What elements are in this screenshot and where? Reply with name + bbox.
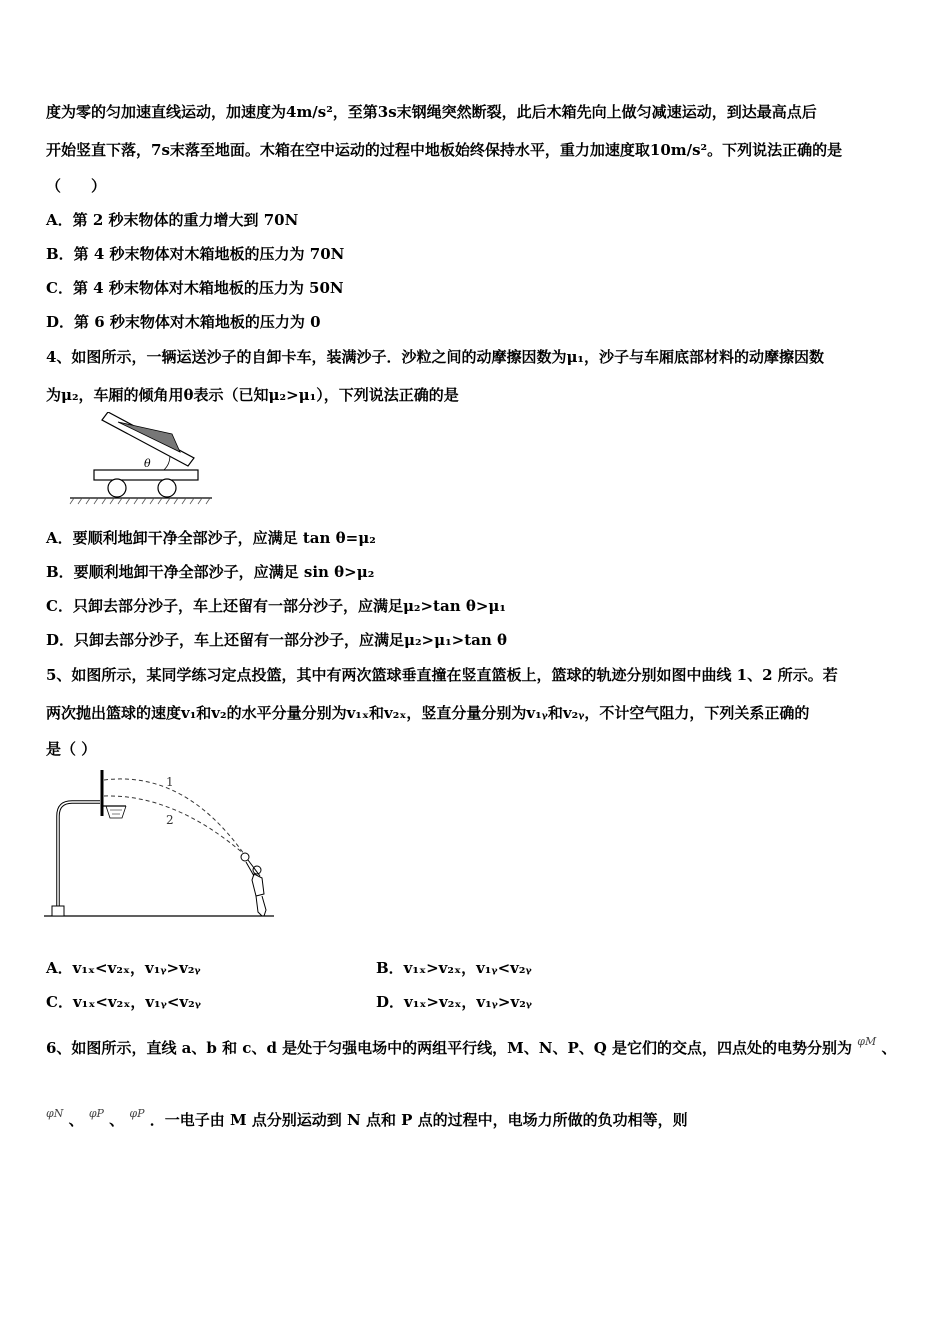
q5-option-b: B．v₁ₓ>v₂ₓ，v₁ᵧ<v₂ᵧ (376, 959, 532, 977)
phi-p-symbol: φP (88, 1107, 104, 1120)
q6-text-line-1 (46, 1035, 897, 1060)
curve-1-label: 1 (166, 775, 174, 789)
pole-base (52, 906, 64, 916)
theta-label: θ (144, 457, 151, 470)
curve-2-label: 2 (166, 813, 174, 827)
truck-wheel-front (158, 479, 176, 497)
q3-option-a: A．第 2 秒末物体的重力增大到 70N (46, 211, 299, 229)
phi-p-symbol-2: φP (129, 1107, 145, 1120)
q3-text-line-2: 开始竖直下落，7s末落至地面。木箱在空中运动的过程中地板始终保持水平，重力加速度取10m/s²。下列说法正确的是 (46, 141, 843, 159)
q5-text-line-1: 5、如图所示，某同学练习定点投篮，其中有两次篮球垂直撞在竖直篮板上，篮球的轨迹分别如图中曲线 1、2 所示。若 (46, 666, 838, 684)
player-figure (241, 853, 266, 916)
q5-option-a: A．v₁ₓ<v₂ₓ，v₁ᵧ>v₂ᵧ (46, 959, 201, 977)
net (106, 806, 126, 818)
phi-m-symbol: φM (857, 1035, 877, 1048)
dump-truck-figure (68, 412, 218, 506)
q6-text-line-2 (46, 1107, 688, 1132)
q6-text: 6、如图所示，直线 a、b 和 c、d 是处于匀强电场中的两组平行线，M、N、P、Q 是它们的交点，四点处的电势分别为 (46, 1039, 853, 1057)
q6-separator: 、 (68, 1111, 84, 1129)
q4-option-c: C．只卸去部分沙子，车上还留有一部分沙子，应满足μ₂>tan θ>μ₁ (46, 597, 506, 615)
q6-separator: 、 (881, 1039, 897, 1057)
sand-pile (118, 422, 180, 452)
q3-option-d: D．第 6 秒末物体对木箱地板的压力为 0 (46, 313, 321, 331)
q4-option-d: D．只卸去部分沙子，车上还留有一部分沙子，应满足μ₂>μ₁>tan θ (46, 631, 508, 649)
truck-chassis (94, 470, 198, 480)
q5-option-c: C．v₁ₓ<v₂ₓ，v₁ᵧ<v₂ᵧ (46, 993, 201, 1011)
q4-text-line-1: 4、如图所示，一辆运送沙子的自卸卡车，装满沙子．沙粒之间的动摩擦因数为μ₁，沙子与车厢底部材料的动摩擦因数 (46, 348, 824, 366)
q6-separator: 、 (109, 1111, 125, 1129)
ground-hatching (70, 498, 210, 504)
q6-text-rest: ．一电子由 M 点分别运动到 N 点和 P 点的过程中，电场力所做的负功相等，则 (149, 1111, 688, 1129)
angle-arc (164, 456, 170, 470)
q3-option-b: B．第 4 秒末物体对木箱地板的压力为 70N (46, 245, 345, 263)
trajectory-curve-1 (104, 779, 244, 854)
q3-text-line-3: （ ） (46, 177, 107, 195)
hoop-pole (58, 802, 100, 912)
basketball-figure (44, 766, 276, 920)
q4-text-line-2: 为μ₂，车厢的倾角用θ表示（已知μ₂>μ₁），下列说法正确的是 (46, 386, 459, 404)
q3-option-c: C．第 4 秒末物体对木箱地板的压力为 50N (46, 279, 344, 297)
trajectory-curve-2 (104, 796, 244, 854)
q3-text-line-1: 度为零的匀加速直线运动，加速度为4m/s²，至第3s末钢绳突然断裂，此后木箱先向上做匀减速运动，到达最高点后 (46, 103, 817, 121)
q4-option-a: A．要顺利地卸干净全部沙子，应满足 tan θ=μ₂ (46, 529, 376, 547)
q5-text-line-2: 两次抛出篮球的速度v₁和v₂的水平分量分别为v₁ₓ和v₂ₓ，竖直分量分别为v₁ᵧ和v₂ᵧ，不计空气阻力，下列关系正确的 (46, 704, 810, 722)
phi-n-symbol: φN (46, 1107, 64, 1120)
truck-wheel-rear (108, 479, 126, 497)
q5-text-line-3: 是（ ） (46, 740, 97, 758)
q4-option-b: B．要顺利地卸干净全部沙子，应满足 sin θ>μ₂ (46, 563, 375, 581)
q5-option-d: D．v₁ₓ>v₂ₓ，v₁ᵧ>v₂ᵧ (376, 993, 533, 1011)
